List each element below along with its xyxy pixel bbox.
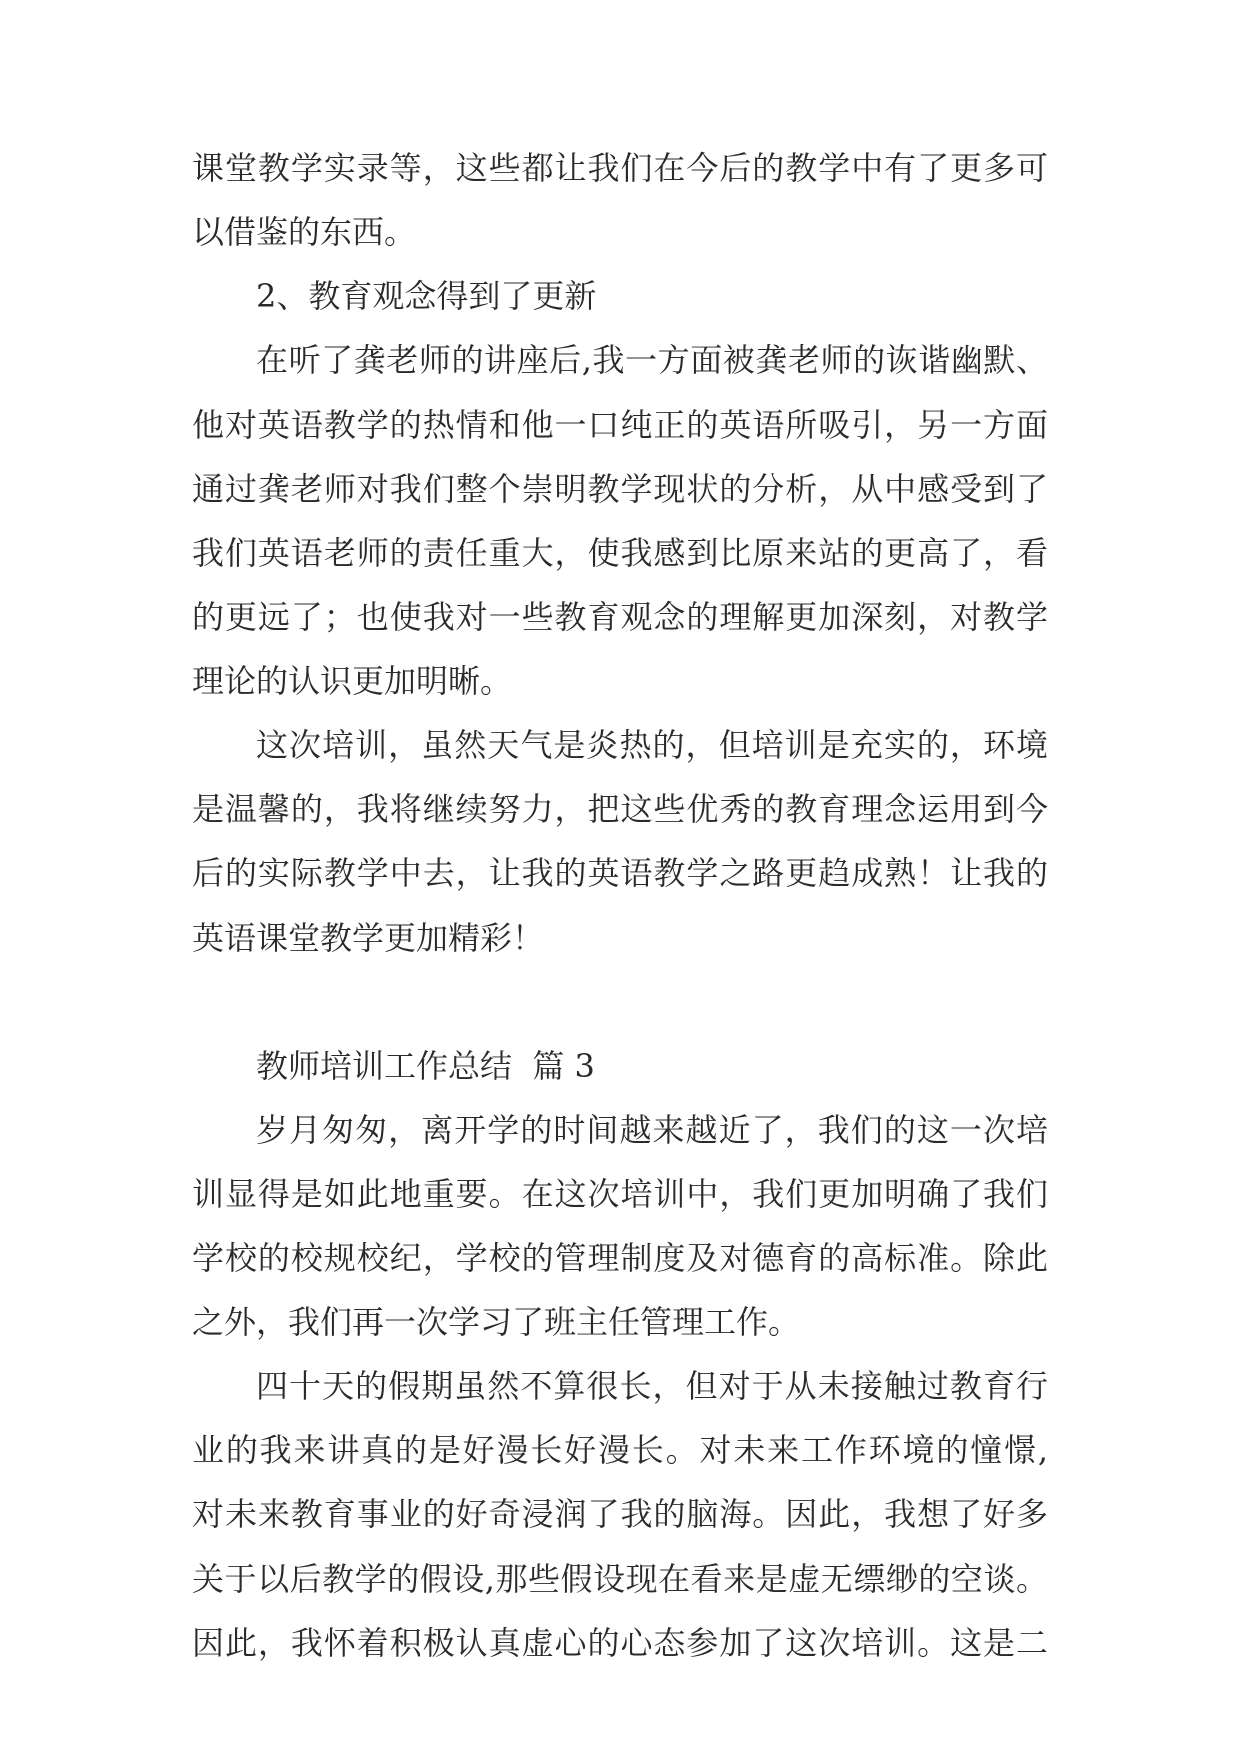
section-title: 教师培训工作总结 篇 3 — [256, 1047, 595, 1085]
paragraph-line: 以借鉴的东西。 — [192, 213, 417, 251]
paragraph-line: 因此，我怀着积极认真虚心的心态参加了这次培训。这是二 — [192, 1624, 1048, 1662]
paragraph-line: 在听了龚老师的讲座后,我一方面被龚老师的诙谐幽默、 — [256, 341, 1048, 379]
paragraph-line: 训显得是如此地重要。在这次培训中，我们更加明确了我们 — [192, 1175, 1048, 1213]
paragraph-line: 英语课堂教学更加精彩！ — [192, 919, 545, 957]
section-heading: 2、教育观念得到了更新 — [256, 277, 597, 315]
paragraph-line: 后的实际教学中去，让我的英语教学之路更趋成熟！让我的 — [192, 854, 1048, 892]
paragraph-line: 通过龚老师对我们整个崇明教学现状的分析，从中感受到了 — [192, 470, 1048, 508]
paragraph-line: 他对英语教学的热情和他一口纯正的英语所吸引，另一方面 — [192, 406, 1048, 444]
paragraph-line: 对未来教育事业的好奇浸润了我的脑海。因此，我想了好多 — [192, 1495, 1048, 1533]
paragraph-line: 课堂教学实录等，这些都让我们在今后的教学中有了更多可 — [192, 149, 1048, 187]
paragraph-line: 业的我来讲真的是好漫长好漫长。对未来工作环境的憧憬, — [192, 1431, 1048, 1469]
paragraph-line: 之外，我们再一次学习了班主任管理工作。 — [192, 1303, 801, 1341]
paragraph-line: 我们英语老师的责任重大，使我感到比原来站的更高了，看 — [192, 534, 1048, 572]
paragraph-line: 是温馨的，我将继续努力，把这些优秀的教育理念运用到今 — [192, 790, 1048, 828]
paragraph-line: 四十天的假期虽然不算很长，但对于从未接触过教育行 — [256, 1367, 1048, 1405]
paragraph-line: 的更远了；也使我对一些教育观念的理解更加深刻，对教学 — [192, 598, 1048, 636]
paragraph-line: 岁月匆匆，离开学的时间越来越近了，我们的这一次培 — [256, 1111, 1048, 1149]
paragraph-line: 理论的认识更加明晰。 — [192, 662, 513, 700]
paragraph-line: 这次培训，虽然天气是炎热的，但培训是充实的，环境 — [256, 726, 1048, 764]
paragraph-line: 关于以后教学的假设,那些假设现在看来是虚无缥缈的空谈。 — [192, 1560, 1048, 1598]
paragraph-line: 学校的校规校纪，学校的管理制度及对德育的高标准。除此 — [192, 1239, 1048, 1277]
